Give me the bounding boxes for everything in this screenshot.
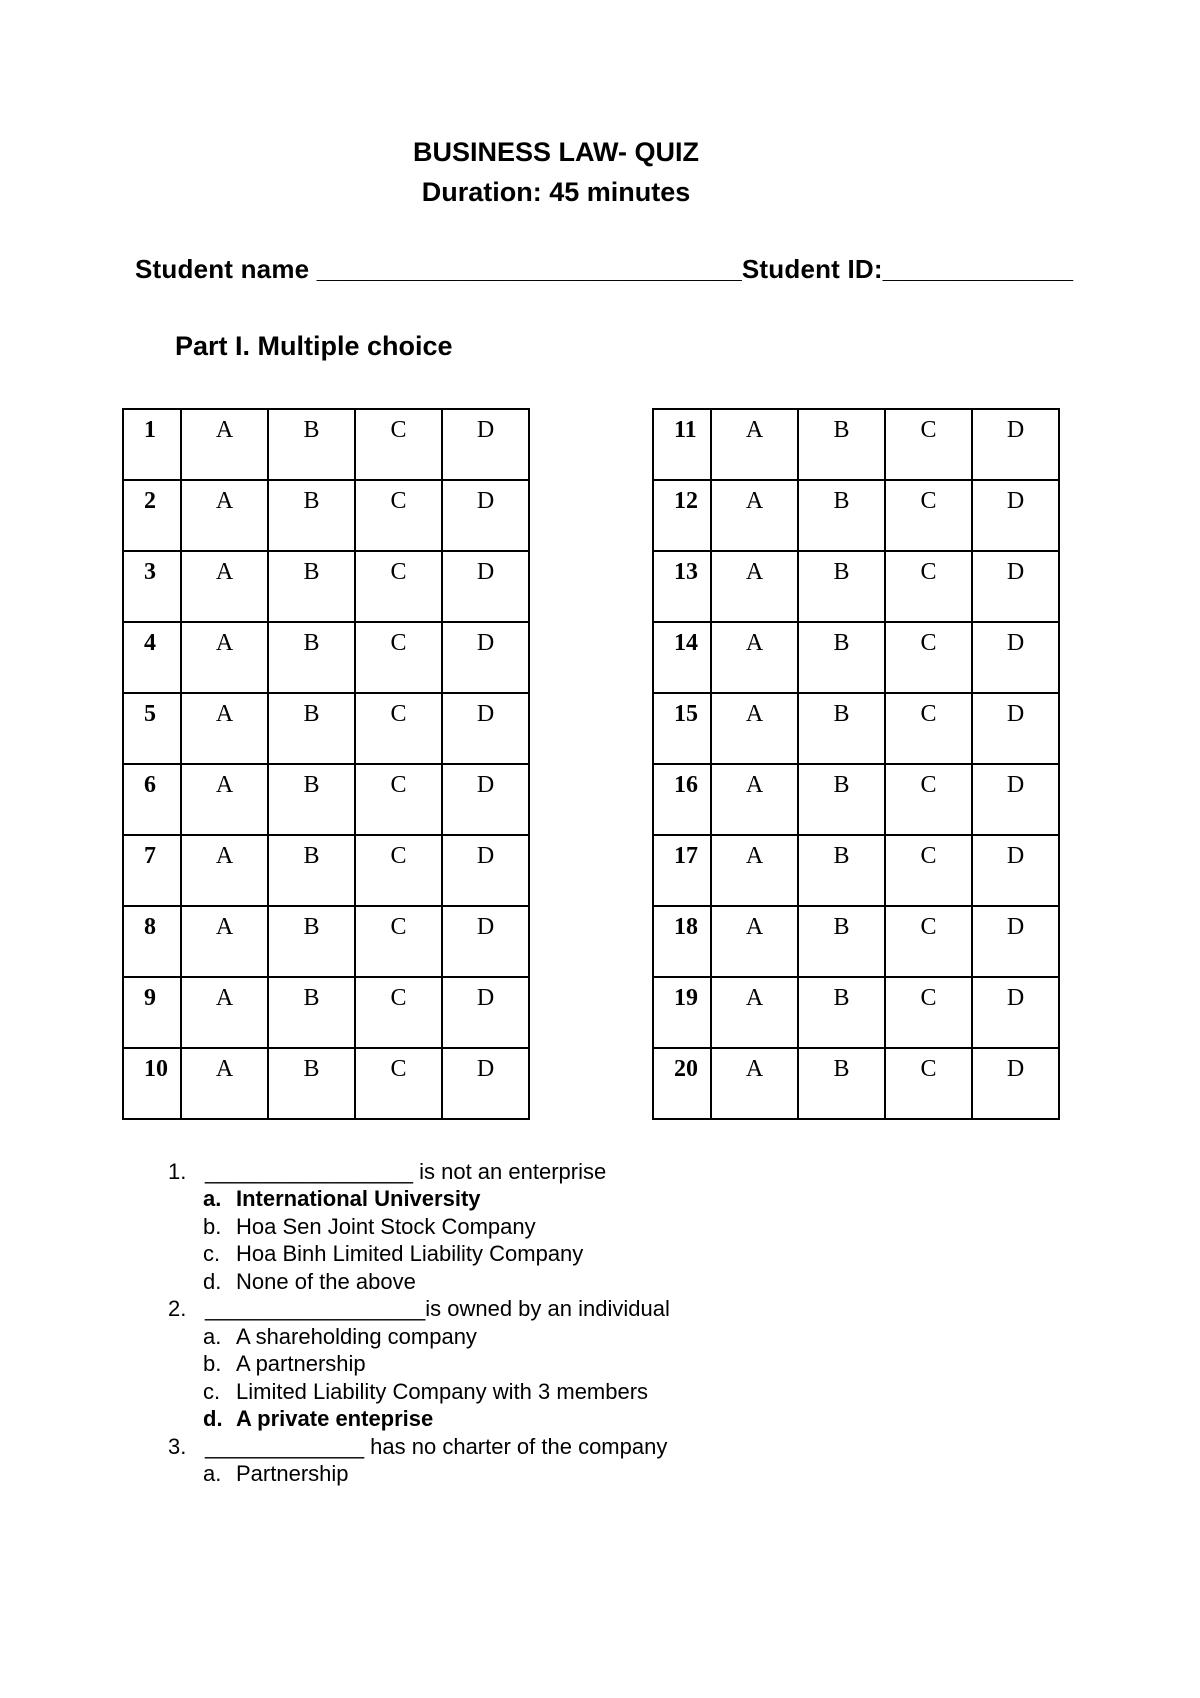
question-number-cell: 10: [123, 1048, 181, 1119]
answer-option-cell: A: [181, 480, 268, 551]
answer-option-cell: B: [268, 906, 355, 977]
answer-option-cell: B: [268, 977, 355, 1048]
choice-text: Hoa Binh Limited Liability Company: [236, 1241, 584, 1266]
question-number-cell: 5: [123, 693, 181, 764]
answer-option-cell: D: [972, 480, 1059, 551]
answer-option-cell: D: [972, 622, 1059, 693]
answer-option-cell: A: [711, 835, 798, 906]
answer-option-cell: B: [798, 622, 885, 693]
answer-option-cell: D: [972, 906, 1059, 977]
choice-text: Limited Liability Company with 3 members: [236, 1378, 649, 1404]
answer-option-cell: D: [972, 693, 1059, 764]
answer-option-cell: A: [181, 906, 268, 977]
choice-label: b.: [203, 1213, 222, 1239]
choice-text: International University: [236, 1186, 481, 1211]
answer-option-cell: B: [798, 977, 885, 1048]
answer-option-cell: C: [885, 977, 972, 1048]
answer-row: [123, 1048, 529, 1119]
answer-option-cell: B: [798, 906, 885, 977]
answer-option-cell: C: [885, 835, 972, 906]
question-line: [168, 1158, 1200, 1186]
student-name-blank: _____________________________: [316, 253, 742, 284]
answer-option-cell: B: [798, 764, 885, 835]
answer-row: [123, 693, 529, 764]
answer-option-cell: A: [711, 409, 798, 480]
answer-option-cell: C: [355, 480, 442, 551]
answer-option-cell: B: [798, 551, 885, 622]
answer-option-cell: B: [268, 835, 355, 906]
question-number-cell: 3: [123, 551, 181, 622]
answer-row: [653, 480, 1059, 551]
choice-line: [168, 1378, 1200, 1406]
question-number-cell: 17: [653, 835, 711, 906]
answer-option-cell: D: [442, 480, 529, 551]
answer-option-cell: A: [711, 1048, 798, 1119]
answer-option-cell: D: [972, 764, 1059, 835]
choice-line: [168, 1323, 1200, 1351]
answer-row: [653, 622, 1059, 693]
answer-option-cell: A: [181, 835, 268, 906]
page-title: BUSINESS LAW- QUIZ: [413, 137, 699, 167]
student-info-line: [135, 254, 1200, 285]
question-number-cell: 2: [123, 480, 181, 551]
answer-row: [653, 764, 1059, 835]
question-number-cell: 19: [653, 977, 711, 1048]
question-number-cell: 16: [653, 764, 711, 835]
answer-grid-left: [122, 408, 530, 1120]
answer-row: [653, 977, 1059, 1048]
question-number-cell: 13: [653, 551, 711, 622]
choice-label: a.: [203, 1323, 222, 1349]
questions-list: [168, 1158, 1200, 1488]
answer-grid-right: [652, 408, 1060, 1120]
student-id-label: Student ID:: [741, 253, 883, 284]
question-number-cell: 9: [123, 977, 181, 1048]
choice-label: c.: [203, 1241, 221, 1266]
answer-option-cell: A: [711, 551, 798, 622]
question-number-cell: 7: [123, 835, 181, 906]
answer-row: [653, 409, 1059, 480]
answer-option-cell: B: [798, 835, 885, 906]
question-number-cell: 8: [123, 906, 181, 977]
choice-text: Hoa Sen Joint Stock Company: [236, 1213, 536, 1239]
answer-option-cell: A: [711, 977, 798, 1048]
answer-option-cell: C: [355, 977, 442, 1048]
question-number-cell: 18: [653, 906, 711, 977]
answer-option-cell: C: [355, 906, 442, 977]
answer-option-cell: D: [972, 409, 1059, 480]
answer-grids: [122, 408, 1200, 1120]
question-text: __________________is owned by an individual: [205, 1296, 670, 1321]
answer-option-cell: B: [798, 480, 885, 551]
answer-option-cell: A: [181, 977, 268, 1048]
answer-option-cell: D: [442, 693, 529, 764]
question-number-cell: 1: [123, 409, 181, 480]
answer-option-cell: A: [711, 906, 798, 977]
answer-option-cell: B: [268, 1048, 355, 1119]
answer-option-cell: B: [268, 693, 355, 764]
answer-option-cell: C: [355, 409, 442, 480]
choice-label: d.: [203, 1268, 222, 1294]
answer-row: [653, 835, 1059, 906]
question-number-cell: 14: [653, 622, 711, 693]
answer-option-cell: A: [711, 693, 798, 764]
student-name-label: Student name: [135, 253, 317, 284]
answer-option-cell: C: [885, 693, 972, 764]
answer-option-cell: D: [972, 1048, 1059, 1119]
question-number: 3.: [168, 1433, 187, 1459]
choice-text: A partnership: [236, 1351, 366, 1376]
answer-option-cell: C: [355, 693, 442, 764]
answer-option-cell: C: [885, 764, 972, 835]
choice-text: Partnership: [236, 1461, 349, 1486]
answer-option-cell: A: [711, 622, 798, 693]
choice-label: a.: [203, 1461, 222, 1486]
answer-option-cell: D: [972, 835, 1059, 906]
answer-option-cell: D: [972, 551, 1059, 622]
answer-option-cell: A: [181, 622, 268, 693]
answer-option-cell: D: [442, 906, 529, 977]
answer-row: [123, 480, 529, 551]
question-number-cell: 20: [653, 1048, 711, 1119]
question-line: [168, 1433, 1200, 1461]
answer-option-cell: B: [798, 409, 885, 480]
answer-option-cell: D: [442, 409, 529, 480]
answer-option-cell: C: [355, 1048, 442, 1119]
answer-option-cell: C: [885, 480, 972, 551]
choice-line: [168, 1350, 1200, 1378]
answer-option-cell: C: [885, 551, 972, 622]
answer-row: [123, 764, 529, 835]
answer-option-cell: A: [181, 764, 268, 835]
duration-subtitle: Duration: 45 minutes: [421, 176, 691, 207]
question-number: 1.: [168, 1158, 187, 1184]
answer-option-cell: C: [885, 622, 972, 693]
answer-row: [123, 409, 529, 480]
answer-option-cell: B: [268, 409, 355, 480]
choice-line: [168, 1268, 1200, 1296]
answer-row: [653, 1048, 1059, 1119]
answer-option-cell: B: [798, 693, 885, 764]
choice-text: A private enteprise: [236, 1406, 434, 1431]
answer-option-cell: C: [355, 835, 442, 906]
answer-option-cell: D: [442, 1048, 529, 1119]
choice-label: d.: [203, 1406, 223, 1431]
choice-label: b.: [203, 1351, 222, 1376]
answer-option-cell: A: [711, 764, 798, 835]
answer-row: [123, 622, 529, 693]
answer-option-cell: A: [181, 551, 268, 622]
answer-option-cell: A: [711, 480, 798, 551]
answer-option-cell: B: [268, 764, 355, 835]
answer-row: [123, 977, 529, 1048]
choice-line: [168, 1240, 1200, 1268]
answer-option-cell: C: [355, 551, 442, 622]
question-number-cell: 11: [653, 409, 711, 480]
answer-option-cell: C: [885, 906, 972, 977]
answer-option-cell: B: [268, 622, 355, 693]
choice-label: c.: [203, 1378, 221, 1404]
answer-option-cell: A: [181, 693, 268, 764]
answer-option-cell: A: [181, 409, 268, 480]
answer-option-cell: B: [268, 551, 355, 622]
answer-option-cell: C: [355, 622, 442, 693]
answer-row: [653, 551, 1059, 622]
choice-line: [168, 1405, 1200, 1433]
choice-text: A shareholding company: [236, 1323, 477, 1349]
question-number-cell: 12: [653, 480, 711, 551]
question-number-cell: 6: [123, 764, 181, 835]
answer-option-cell: D: [972, 977, 1059, 1048]
answer-option-cell: B: [268, 480, 355, 551]
question-text: _________________ is not an enterprise: [205, 1158, 607, 1184]
question-number-cell: 4: [123, 622, 181, 693]
answer-option-cell: D: [442, 622, 529, 693]
student-id-blank: _____________: [882, 253, 1074, 284]
question-number: 2.: [168, 1296, 187, 1321]
answer-option-cell: B: [798, 1048, 885, 1119]
choice-line: [168, 1185, 1200, 1213]
answer-option-cell: D: [442, 764, 529, 835]
document-header: [0, 0, 1112, 210]
answer-row: [123, 906, 529, 977]
question-line: [168, 1295, 1200, 1323]
answer-option-cell: C: [355, 764, 442, 835]
choice-text: None of the above: [236, 1268, 416, 1294]
answer-row: [123, 835, 529, 906]
part-heading: Part I. Multiple choice: [175, 330, 453, 361]
answer-option-cell: C: [885, 1048, 972, 1119]
question-text: _____________ has no charter of the company: [205, 1433, 668, 1459]
answer-option-cell: C: [885, 409, 972, 480]
answer-row: [123, 551, 529, 622]
answer-row: [653, 693, 1059, 764]
question-number-cell: 15: [653, 693, 711, 764]
choice-label: a.: [203, 1186, 222, 1211]
answer-option-cell: D: [442, 551, 529, 622]
answer-option-cell: A: [181, 1048, 268, 1119]
choice-line: [168, 1460, 1200, 1488]
answer-option-cell: D: [442, 835, 529, 906]
answer-option-cell: D: [442, 977, 529, 1048]
answer-row: [653, 906, 1059, 977]
choice-line: [168, 1213, 1200, 1241]
